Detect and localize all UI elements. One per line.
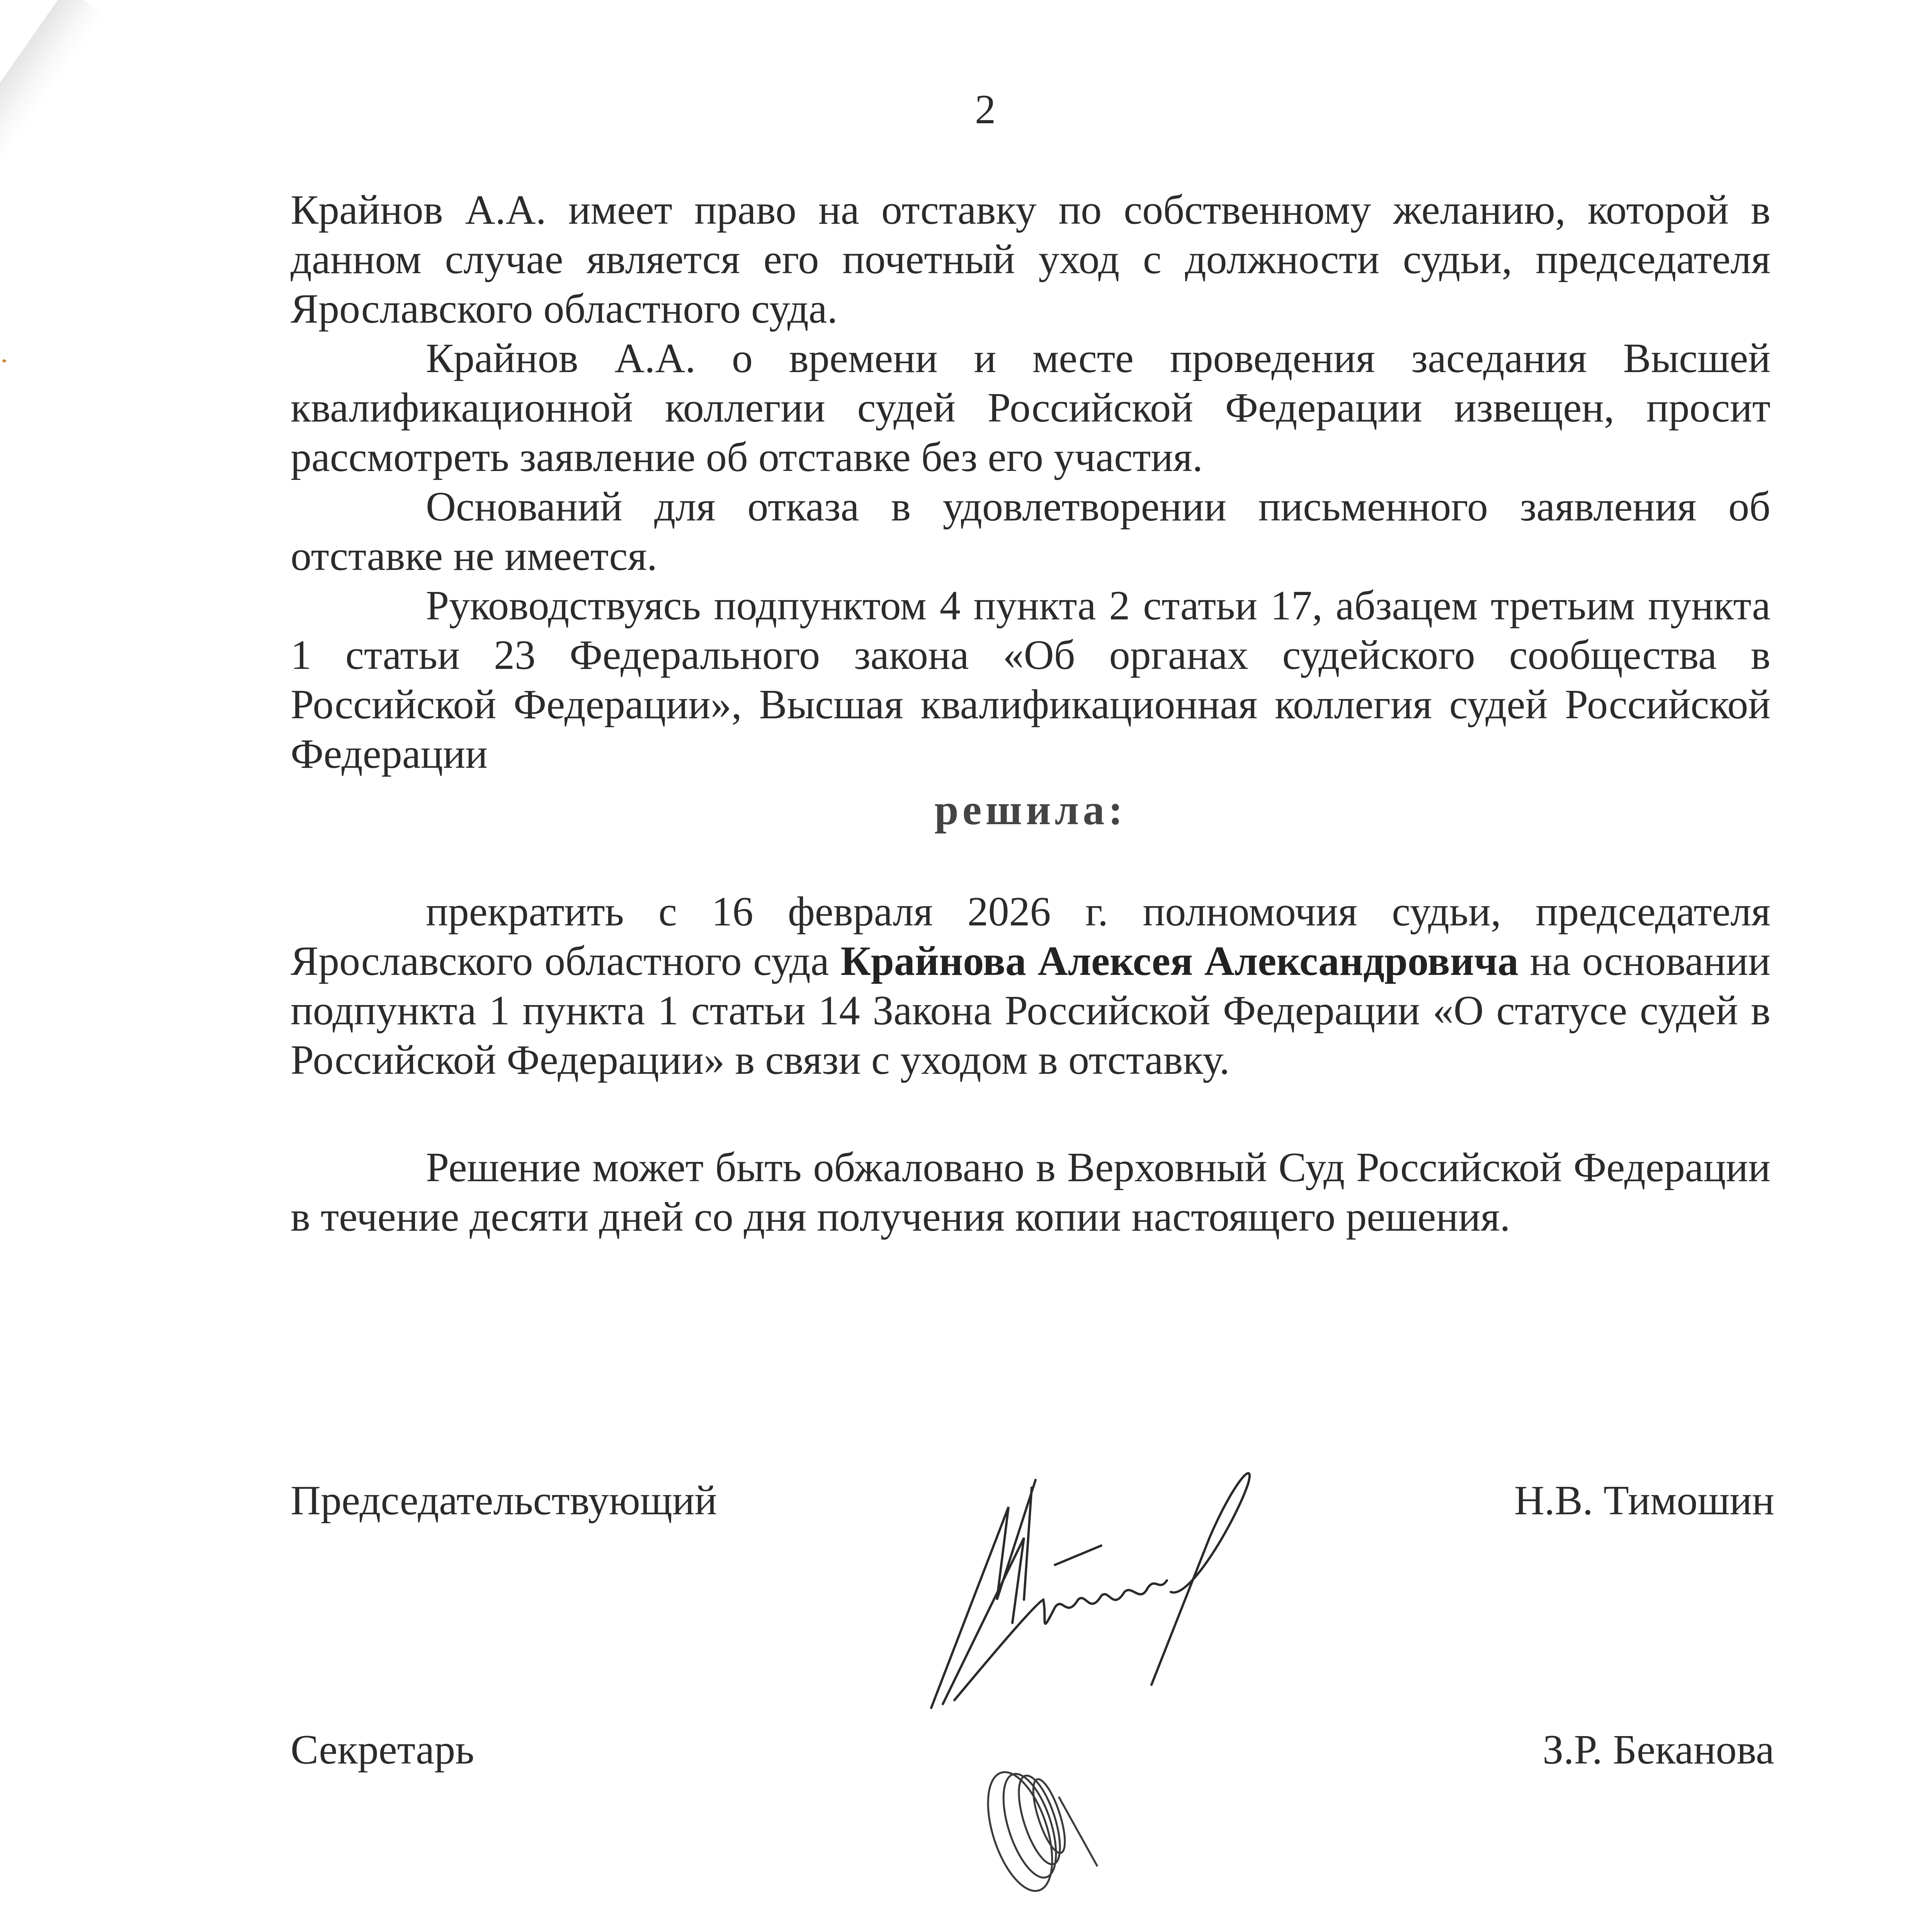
secretary-name: З.Р. Беканова [1543,1727,1774,1773]
paragraph-legal-basis: Руководствуясь подпунктом 4 пункта 2 статьи 17, абзацем третьим пункта 1 статьи 23 Федерального закона «Об органах судейского сообщества в Российской Федерации», Высшая квалификационная коллегия судей Российской Федерации [291,583,1770,777]
decision-text-before: прекратить с 16 февраля 2026 г. полномочия судьи, председателя Ярославского областного суда [291,889,1770,984]
decision-text-after: на основании подпункта 1 пункта 1 статьи 14 Закона Российской Федерации «О статусе судей в Российской Федерации» в связи с уходом в отставку. [291,938,1770,1083]
paragraph-appeal: Решение может быть обжаловано в Верховный Суд Российской Федерации в течение десяти дней со дня получения копии настоящего решения. [291,1145,1770,1240]
decision-heading: решила: [934,786,1127,834]
chair-name: Н.В. Тимошин [1514,1478,1774,1524]
decision-person-name: Крайнова Алексея Александровича [840,938,1519,984]
page-number: 2 [975,87,996,133]
paragraph-decision [291,887,1770,1085]
paragraph-resignation-right: Крайнов А.А. имеет право на отставку по собственному желанию, которой в данном случае является его почетный уход с должности судьи, председателя Ярославского областного суда. [291,187,1770,332]
secretary-role: Секретарь [291,1727,474,1773]
scan-speck [2,359,6,362]
chair-signature [908,1437,1333,1785]
chair-role: Председательствующий [291,1478,717,1524]
secretary-signature [958,1739,1151,1913]
document-body [291,185,1770,1242]
paragraph-notification: Крайнов А.А. о времени и месте проведения заседания Высшей квалификационной коллегии судей Российской Федерации извещен, просит рассмотреть заявление об отставке без его участия. [291,335,1770,480]
paragraph-no-grounds: Оснований для отказа в удовлетворении письменного заявления об отставке не имеется. [291,484,1770,579]
